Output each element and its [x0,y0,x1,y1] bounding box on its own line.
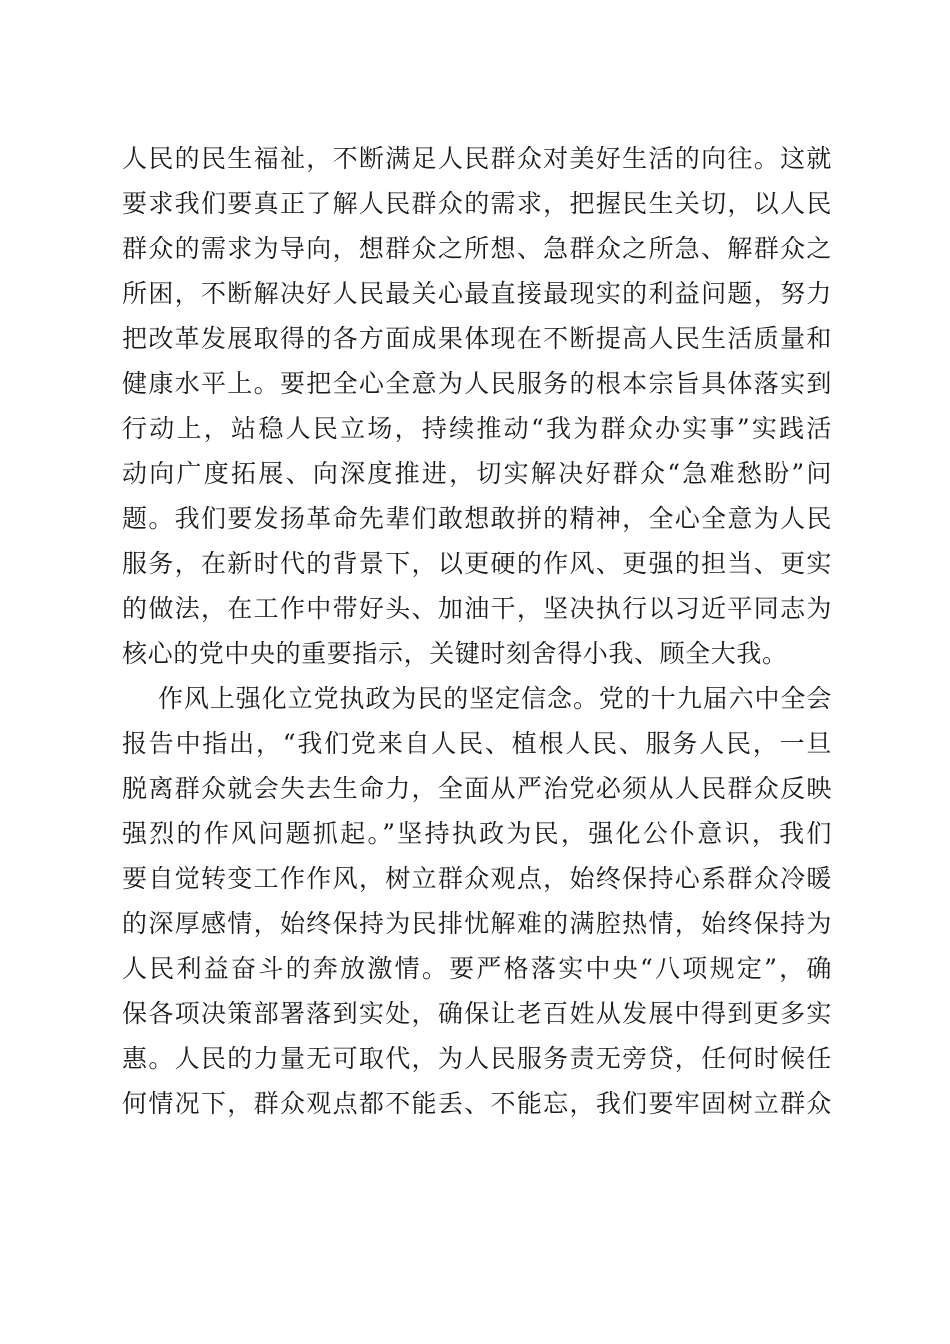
text-line: 动向广度拓展、向深度推进，切实解决好群众“急难愁盼”问 [122,459,832,488]
text-line: 行动上，站稳人民立场，持续推动“我为群众办实事”实践活 [122,414,832,443]
text-line: 把改革发展取得的各方面成果体现在不断提高人民生活质量和 [122,324,832,353]
text-line: 报告中指出，“我们党来自人民、植根人民、服务人民，一旦 [122,729,832,758]
text-line: 惠。人民的力量无可取代，为人民服务责无旁贷，任何时候任 [122,1044,832,1073]
text-line: 题。我们要发扬革命先辈们敢想敢拼的精神，全心全意为人民 [122,504,832,533]
text-line: 核心的党中央的重要指示，关键时刻舍得小我、顾全大我。 [122,639,788,668]
paragraph [122,676,832,1126]
text-line: 的做法，在工作中带好头、加油干，坚决执行以习近平同志为 [122,594,832,623]
paragraph [122,136,832,676]
text-line: 人民的民生福祉，不断满足人民群众对美好生活的向往。这就 [122,144,832,173]
text-line: 何情况下，群众观点都不能丢、不能忘，我们要牢固树立群众 [122,1089,832,1118]
text-line: 服务，在新时代的背景下，以更硬的作风、更强的担当、更实 [122,549,832,578]
text-line: 保各项决策部署落到实处，确保让老百姓从发展中得到更多实 [122,999,832,1028]
text-line: 脱离群众就会失去生命力，全面从严治党必须从人民群众反映 [122,774,832,803]
text-line: 健康水平上。要把全心全意为人民服务的根本宗旨具体落实到 [122,369,832,398]
text-line: 作风上强化立党执政为民的坚定信念。党的十九届六中全会 [158,684,832,713]
text-line: 的深厚感情，始终保持为民排忧解难的满腔热情，始终保持为 [122,909,832,938]
text-line: 人民利益奋斗的奔放激情。要严格落实中央“八项规定”，确 [122,954,832,983]
text-line: 要求我们要真正了解人民群众的需求，把握民生关切，以人民 [122,189,832,218]
text-line: 所困，不断解决好人民最关心最直接最现实的利益问题，努力 [122,279,832,308]
text-line: 要自觉转变工作作风，树立群众观点，始终保持心系群众冷暖 [122,864,832,893]
text-line: 强烈的作风问题抓起。”坚持执政为民，强化公仆意识，我们 [122,819,832,848]
document-body [122,136,832,1126]
text-line: 群众的需求为导向，想群众之所想、急群众之所急、解群众之 [122,234,832,263]
